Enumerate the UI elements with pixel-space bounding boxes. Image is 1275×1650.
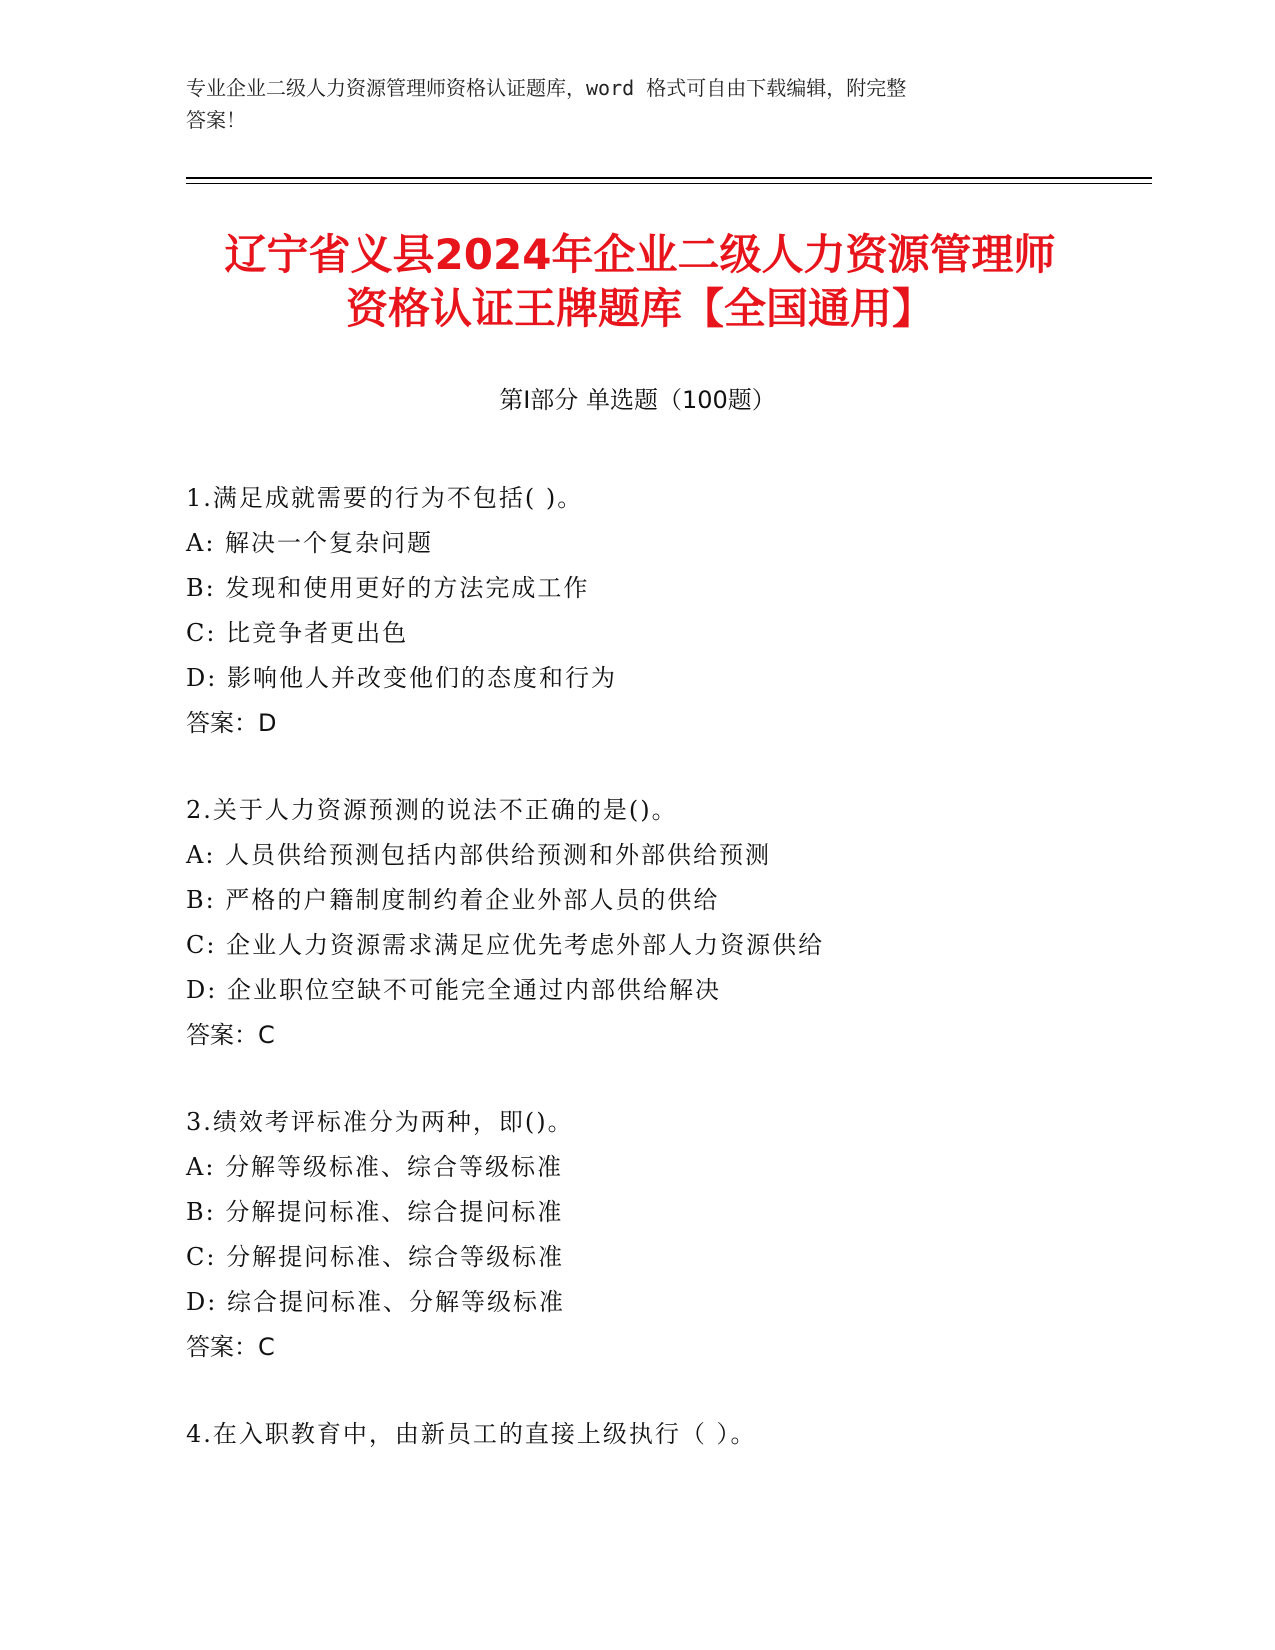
option-b: B: 发现和使用更好的方法完成工作: [186, 574, 590, 602]
option-b: B: 分解提问标准、综合提问标准: [186, 1198, 564, 1226]
header-rule-thick: [186, 177, 1152, 179]
option-a: A: 人员供给预测包括内部供给预测和外部供给预测: [186, 841, 772, 869]
question-stem: 2.关于人力资源预测的说法不正确的是()。: [186, 796, 678, 824]
option-a: A: 解决一个复杂问题: [186, 529, 434, 557]
header-note-line-2: 答案！: [186, 108, 246, 132]
title-line-1: 辽宁省义县2024年企业二级人力资源管理师: [224, 230, 1056, 279]
header-note-line-1: 专业企业二级人力资源管理师资格认证题库，word 格式可自由下载编辑，附完整: [186, 76, 907, 100]
question-stem: 1.满足成就需要的行为不包括( )。: [186, 484, 584, 512]
option-d: D: 企业职位空缺不可能完全通过内部供给解决: [186, 976, 721, 1004]
header-note: [186, 72, 1066, 136]
question-3: [186, 1100, 1146, 1370]
question-2: [186, 788, 1146, 1058]
option-d: D: 综合提问标准、分解等级标准: [186, 1288, 565, 1316]
question-list: [186, 476, 1146, 1499]
document-title: [160, 228, 1120, 336]
answer: 答案：C: [186, 1021, 275, 1049]
option-c: C: 分解提问标准、综合等级标准: [186, 1243, 565, 1271]
section-title: 第Ⅰ部分 单选题（100题）: [499, 386, 776, 414]
question-stem: 3.绩效考评标准分为两种，即()。: [186, 1108, 574, 1136]
question-stem: 4.在入职教育中，由新员工的直接上级执行（ ）。: [186, 1420, 757, 1448]
option-d: D: 影响他人并改变他们的态度和行为: [186, 664, 617, 692]
answer: 答案：D: [186, 709, 277, 737]
option-c: C: 比竞争者更出色: [186, 619, 409, 647]
option-c: C: 企业人力资源需求满足应优先考虑外部人力资源供给: [186, 931, 825, 959]
title-line-2: 资格认证王牌题库【全国通用】: [345, 284, 934, 333]
option-b: B: 严格的户籍制度制约着企业外部人员的供给: [186, 886, 720, 914]
question-1: [186, 476, 1146, 746]
header-rule-thin: [186, 183, 1152, 184]
question-4: [186, 1412, 1146, 1457]
answer: 答案：C: [186, 1333, 275, 1361]
option-a: A: 分解等级标准、综合等级标准: [186, 1153, 564, 1181]
